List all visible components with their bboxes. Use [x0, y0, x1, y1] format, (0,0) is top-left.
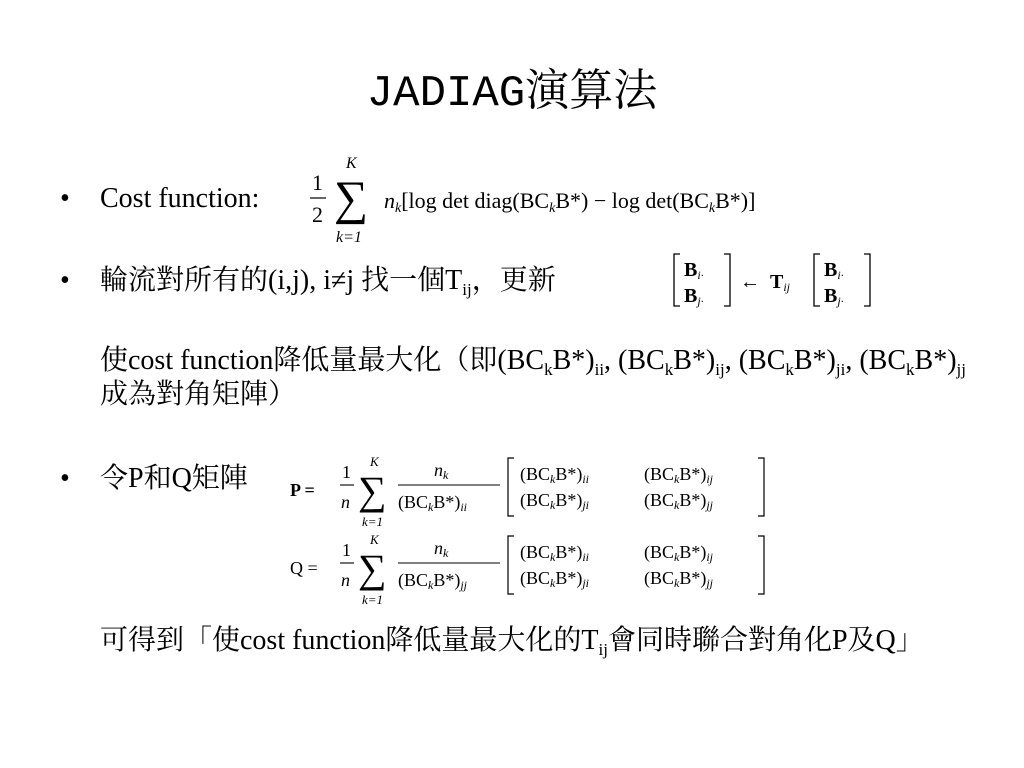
update-T: Tij	[770, 271, 791, 294]
P-m12: (BCkB*)ij	[644, 464, 714, 486]
half-denominator: 2	[312, 202, 323, 227]
Q-sum-lower: k=1	[362, 592, 384, 607]
cost-function-label: Cost function:	[100, 183, 260, 214]
P-m11: (BCkB*)ii	[520, 464, 590, 486]
objective-paragraph: 使cost function降低量最大化（即$(BC_kB*)_{ii}$, $(BC_kB*)_{ij}$, $(BC_kB*)_{ji}$, $(BC_kB*)_{jj}$成為對角矩陣）	[100, 345, 966, 410]
update-row-i: Bi·	[684, 259, 704, 282]
slide-title: JADIAG演算法	[366, 69, 658, 119]
update-arrow: ←	[740, 271, 760, 293]
P-frac-num: nk	[434, 460, 449, 482]
Q-matrix-formula	[290, 530, 780, 608]
P-lhs: P =	[290, 480, 315, 500]
Q-m21: (BCkB*)ji	[520, 568, 590, 590]
pq-matrix-label: 令P和Q矩陣	[100, 463, 248, 494]
P-sum-upper: K	[370, 454, 379, 469]
Q-m11: (BCkB*)ii	[520, 542, 590, 564]
update-rhs-row-j: Bj·	[824, 285, 844, 308]
Q-lhs: Q =	[290, 558, 318, 578]
half-numerator: 1	[312, 170, 323, 195]
one-over-n-den: n	[341, 570, 350, 590]
cost-body: nk[log det diag(BCkB*) − log det(BCkB*)]	[384, 188, 756, 216]
sum-upper: K	[346, 155, 357, 172]
conclusion-paragraph: 可得到「使cost function降低量最大化的$T_{ij}$會同時聯合對角化P及Q」	[100, 625, 924, 659]
one-over-n-num: 1	[342, 540, 351, 560]
sum-symbol: ∑	[334, 172, 369, 225]
P-matrix-formula	[290, 452, 780, 530]
Q-sum-symbol: ∑	[358, 546, 387, 591]
one-over-n-num: 1	[342, 462, 351, 482]
update-row-j: Bj·	[684, 285, 704, 308]
bullet-dot: •	[60, 463, 70, 494]
rotate-update-text: 輪流對所有的(i,j), i≠j 找一個$T_{ij}$，更新	[100, 265, 556, 299]
bullet-dot: •	[60, 265, 70, 296]
P-frac-den: (BCkB*)ii	[398, 492, 468, 514]
P-sum-lower: k=1	[362, 514, 384, 529]
Q-sum-upper: K	[370, 532, 379, 547]
one-over-n-den: n	[341, 492, 350, 512]
bullet-dot: •	[60, 183, 70, 214]
Q-frac-num: nk	[434, 538, 449, 560]
update-rhs-row-i: Bi·	[824, 259, 844, 282]
Q-m12: (BCkB*)ij	[644, 542, 714, 564]
sum-lower: k=1	[336, 229, 362, 246]
Q-frac-den: (BCkB*)jj	[398, 570, 468, 592]
cost-function-formula	[308, 150, 938, 250]
P-sum-symbol: ∑	[358, 468, 387, 513]
P-m22: (BCkB*)jj	[644, 490, 714, 512]
Q-m22: (BCkB*)jj	[644, 568, 714, 590]
P-m21: (BCkB*)ji	[520, 490, 590, 512]
update-formula	[672, 250, 892, 312]
